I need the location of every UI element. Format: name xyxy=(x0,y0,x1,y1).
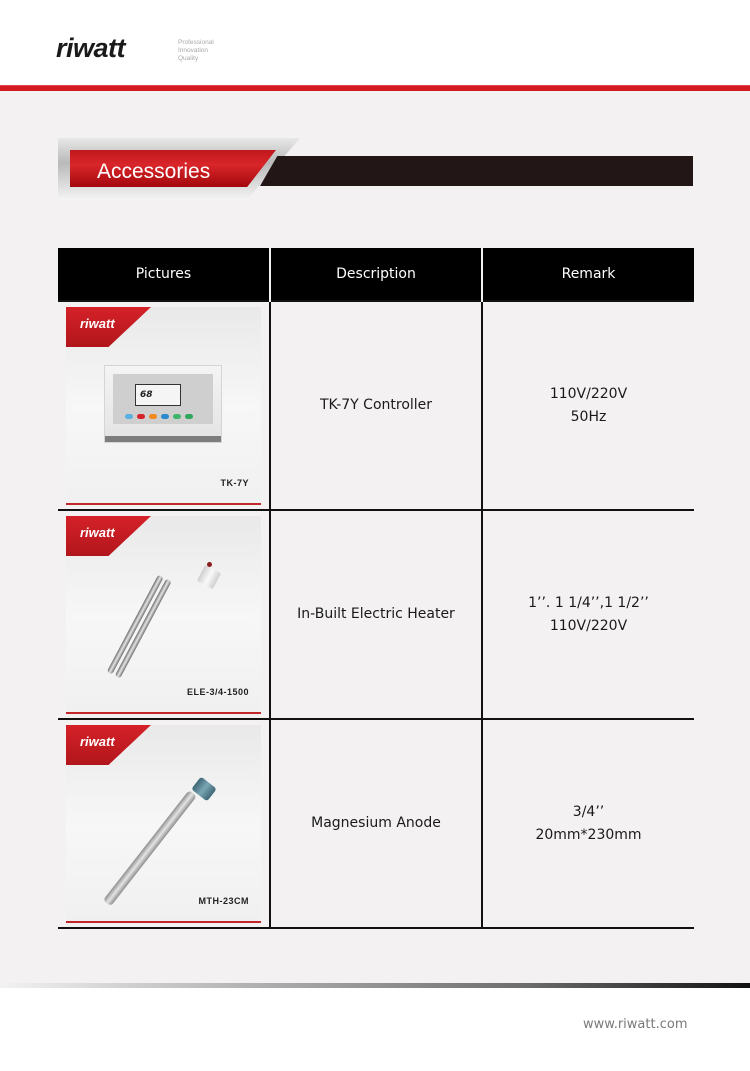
heater-head xyxy=(197,565,221,589)
page-header xyxy=(0,0,750,85)
logo-text: riwatt xyxy=(56,33,126,63)
footer-website-link[interactable]: www.riwatt.com xyxy=(583,1017,688,1032)
badge-text: riwatt xyxy=(80,525,115,540)
model-label: ELE-3/4-1500 xyxy=(186,687,249,697)
controller-base xyxy=(105,436,221,442)
description-text: TK-7Y Controller xyxy=(319,397,433,413)
column-header-pictures: Pictures xyxy=(58,248,270,301)
description-text: Magnesium Anode xyxy=(311,815,441,831)
footer-divider xyxy=(0,983,750,988)
button-dot xyxy=(185,414,193,419)
picture-cell xyxy=(58,719,270,928)
remark-line: 110V/220V xyxy=(549,617,628,634)
tagline-line: Professional xyxy=(178,39,214,46)
description-text: In-Built Electric Heater xyxy=(297,606,455,622)
description-cell xyxy=(270,301,482,510)
remark-line: 110V/220V xyxy=(549,385,628,402)
display-value: 68 xyxy=(140,390,153,400)
product-image-heater xyxy=(66,516,261,716)
picture-cell xyxy=(58,301,270,510)
remark-cell xyxy=(482,719,694,928)
remark-line: 20mm*230mm xyxy=(535,826,642,843)
button-dot xyxy=(125,414,133,419)
product-image-anode xyxy=(66,725,261,925)
button-dot xyxy=(173,414,181,419)
controller-display xyxy=(135,384,181,406)
model-label: TK-7Y xyxy=(220,478,249,488)
column-header-description: Description xyxy=(270,248,482,301)
heater-rod xyxy=(107,575,164,675)
section-title-bar xyxy=(260,156,693,186)
heater-cap xyxy=(207,562,212,567)
brand-logo xyxy=(56,33,125,64)
button-dot xyxy=(149,414,157,419)
table-row xyxy=(58,510,694,719)
controller-buttons xyxy=(125,414,193,419)
column-header-remark: Remark xyxy=(482,248,694,301)
badge-text: riwatt xyxy=(80,734,115,749)
heater-rod xyxy=(115,579,172,679)
button-dot xyxy=(161,414,169,419)
table-header-row xyxy=(58,248,694,301)
remark-cell xyxy=(482,301,694,510)
brand-tagline xyxy=(178,39,214,63)
table-row xyxy=(58,301,694,510)
description-cell xyxy=(270,510,482,719)
tagline-line: Innovation xyxy=(178,47,208,54)
controller-icon xyxy=(104,365,222,443)
anode-rod xyxy=(103,790,197,906)
button-dot xyxy=(137,414,145,419)
table-row xyxy=(58,719,694,928)
controller-panel xyxy=(113,374,213,424)
remark-line: 50Hz xyxy=(570,408,607,425)
red-underline xyxy=(66,712,261,714)
red-underline xyxy=(66,503,261,505)
remark-line: 3/4’’ xyxy=(572,803,605,820)
remark-line: 1’’. 1 1/4’’,1 1/2’’ xyxy=(528,594,649,611)
section-title-banner xyxy=(58,138,300,200)
product-image-controller xyxy=(66,307,261,507)
remark-cell xyxy=(482,510,694,719)
section-title: Accessories xyxy=(97,160,211,183)
tagline-line: Quality xyxy=(178,55,199,62)
model-label: MTH-23CM xyxy=(198,896,249,906)
picture-cell xyxy=(58,510,270,719)
badge-text: riwatt xyxy=(80,316,115,331)
red-underline xyxy=(66,921,261,923)
description-cell xyxy=(270,719,482,928)
accessories-table xyxy=(58,248,694,929)
